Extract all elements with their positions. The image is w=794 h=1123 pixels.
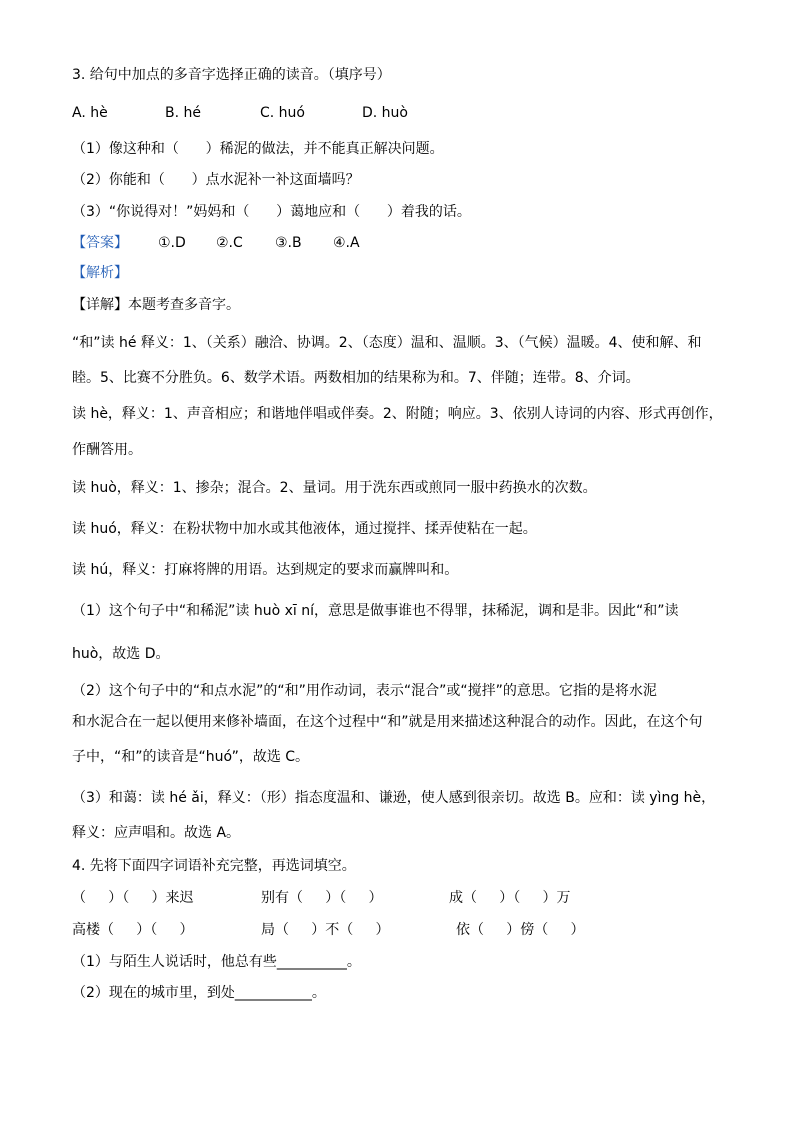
answer-label: 【答案】 bbox=[72, 235, 128, 251]
answer-item-4: ④.A bbox=[333, 235, 360, 251]
idiom-blank: 别有（ ）（ ） bbox=[261, 890, 383, 906]
explanation-line: 释义：应声唱和。故选 A。 bbox=[72, 825, 241, 841]
definition-line: 睦。5、比赛不分胜负。6、数学术语。两数相加的结果称为和。7、伴随；连带。8、介词。 bbox=[72, 370, 640, 386]
question-3-sentence-3: （3）“你说得对！”妈妈和（ ）蔼地应和（ ）着我的话。 bbox=[72, 204, 471, 220]
explanation-line: 子中，“和”的读音是“huó”，故选 C。 bbox=[72, 749, 310, 765]
analysis-label: 【解析】 bbox=[72, 265, 128, 281]
question-3-prompt: 3. 给句中加点的多音字选择正确的读音。（填序号） bbox=[72, 67, 391, 83]
idiom-blank: 局（ ）不（ ） bbox=[261, 922, 390, 938]
idiom-row-2 bbox=[0, 920, 794, 940]
explanation-line: （2）这个句子中的“和点水泥”的“和”用作动词，表示“混合”或“搅拌”的意思。它指的是将水泥 bbox=[72, 683, 657, 699]
definition-line: 作酬答用。 bbox=[72, 442, 142, 458]
definition-line: “和”读 hé 释义：1、（关系）融洽、协调。2、（态度）温和、温顺。3、（气候）温暖。4、使和解、和 bbox=[72, 335, 702, 351]
explanation-line: 和水泥合在一起以便用来修补墙面，在这个过程中“和”就是用来描述这种混合的动作。因此，在这个句 bbox=[72, 714, 703, 730]
fill-sentence-1: （1）与陌生人说话时，他总有些__________。 bbox=[72, 954, 361, 970]
option-d: D. huò bbox=[362, 105, 408, 121]
analysis-intro: 【详解】本题考查多音字。 bbox=[72, 297, 240, 313]
fill-sentence-2: （2）现在的城市里，到处___________。 bbox=[72, 985, 326, 1001]
explanation-line: huò，故选 D。 bbox=[72, 646, 170, 662]
idiom-blank: 成（ ）（ ）万 bbox=[449, 890, 571, 906]
answer-item-2: ②.C bbox=[216, 235, 243, 251]
answer-item-3: ③.B bbox=[275, 235, 302, 251]
idiom-blank: 依（ ）傍（ ） bbox=[456, 922, 585, 938]
idiom-blank: 高楼（ ）（ ） bbox=[72, 922, 194, 938]
definition-huo2: 读 huó，释义：在粉状物中加水或其他液体，通过搅拌、揉弄使粘在一起。 bbox=[72, 521, 537, 537]
option-b: B. hé bbox=[165, 105, 201, 121]
definition-line: 读 hè，释义：1、声音相应；和谐地伴唱或伴奏。2、附随；响应。3、依别人诗词的内容、形式再创作， bbox=[72, 406, 723, 422]
definition-hu2: 读 hú，释义：打麻将牌的用语。达到规定的要求而赢牌叫和。 bbox=[72, 562, 459, 578]
idiom-row-1 bbox=[0, 888, 794, 908]
answer-item-1: ①.D bbox=[158, 235, 186, 251]
question-4-prompt: 4. 先将下面四字词语补充完整，再选词填空。 bbox=[72, 858, 356, 874]
question-3-options bbox=[0, 103, 794, 123]
option-c: C. huó bbox=[260, 105, 305, 121]
explanation-line: （3）和蔼：读 hé ǎi，释义：（形）指态度温和、谦逊，使人感到很亲切。故选 B。应和：读 yìng hè， bbox=[72, 790, 716, 806]
question-3-sentence-2: （2）你能和（ ）点水泥补一补这面墙吗？ bbox=[72, 172, 360, 188]
explanation-line: （1）这个句子中“和稀泥”读 huò xī ní，意思是做事谁也不得罪，抹稀泥，调和是非。因此“和”读 bbox=[72, 603, 679, 619]
option-a: A. hè bbox=[72, 105, 108, 121]
definition-huo4: 读 huò，释义：1、掺杂；混合。2、量词。用于洗东西或煎同一服中药换水的次数。 bbox=[72, 480, 597, 496]
idiom-blank: （ ）（ ）来迟 bbox=[72, 890, 194, 906]
question-3-sentence-1: （1）像这种和（ ）稀泥的做法，并不能真正解决问题。 bbox=[72, 141, 444, 157]
answer-row bbox=[0, 233, 794, 253]
